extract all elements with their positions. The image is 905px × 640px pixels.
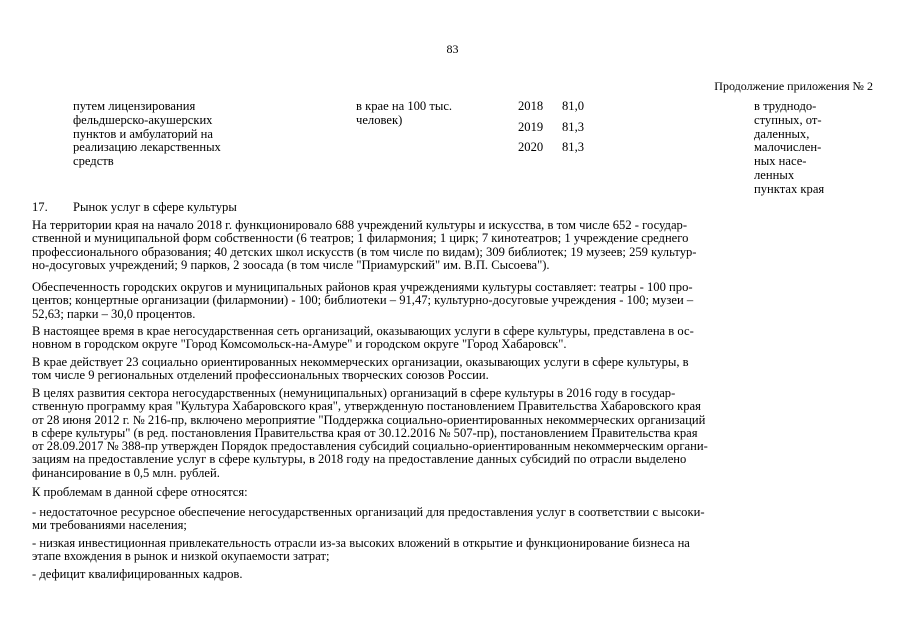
table-value: 81,0 [562,99,585,113]
table-year: 2020 [518,140,544,154]
table-cell-unit: в крае на 100 тыс. человек) [356,99,453,127]
table-year: 2019 [518,120,544,134]
paragraph: В настоящее время в крае негосударственная сеть организаций, оказывающих услуги в сфере культуры, представлена в ос- новном в городском округе "Город Комсомольск-на-Амуре" и городском округе "Город Хабаровск". [32,324,694,352]
table-value: 81,3 [562,120,585,134]
paragraph: К проблемам в данной сфере относятся: [32,485,248,499]
continuation-label: Продолжение приложения № 2 [714,79,873,93]
table-cell-note: в труднодо- ступных, от- даленных, малочислен- ных насе- ленных пунктах края [754,99,825,196]
list-item: - дефицит квалифицированных кадров. [32,567,243,581]
paragraph: В целях развития сектора негосударственных (немуниципальных) организаций в сфере культуры в 2016 году в государ- ственную программу края "Культура Хабаровского края", утвержденную постановлением Правительства Хабаровского края от 28 июня 2012 г. № 216-пр, включено мероприятие "Поддержка социально-ориентированных некоммерческих организаций в сфере культуры" (в ред. постановления Правительства края от 30.12.2016 № 507-пр), постановлением Правительства края от 28.09.2017 № 388-пр утвержден Порядок предоставления субсидий социально-ориентированным некоммерческим органи- зациям на предоставление услуг в сфере культуры, в 2018 году на предоставление данных субсидий по отрасли выделено финансирование в 0,5 млн. рублей. [32,386,708,480]
list-item: - низкая инвестиционная привлекательность отрасли из-за высоких вложений в открытие и функционирование бизнеса на этапе вхождения в рынок и низкой окупаемости затрат; [32,536,690,564]
table-value: 81,3 [562,140,585,154]
paragraph: В крае действует 23 социально ориентированных некоммерческих организации, оказывающих услуги в сфере культуры, в том числе 9 региональных отделений профессиональных творческих союзов России. [32,355,689,383]
table-cell-description: путем лицензирования фельдшерско-акушерских пунктов и амбулаторий на реализацию лекарственных средств [73,99,221,169]
paragraph: На территории края на начало 2018 г. функционировало 688 учреждений культуры и искусства, в том числе 652 - государ- ственной и муниципальной форм собственности (6 театров; 1 филармония; 1 цирк; 7 кинотеатров; 1 учреждение среднего профессионального образования; 40 детских школ искусств (в том числе по видам); 309 библиотек; 19 музеев; 259 культур- но-досуговых учреждений; 9 парков, 2 зоосада (в том числе "Приамурский" им. В.П. Сысоева"). [32,218,697,272]
table-year: 2018 [518,99,544,113]
paragraph: Обеспеченность городских округов и муниципальных районов края учреждениями культуры составляет: театры - 100 про- центов; концертные организации (филармонии) - 100; библиотеки – 91,47; культурно-досуговые учреждения - 100; музеи – 52,63; парки – 30,0 процентов. [32,280,694,321]
list-item: - недостаточное ресурсное обеспечение негосударственных организаций для предоставления услуг в соответствии с высоки- ми требованиями населения; [32,505,705,533]
page-number: 83 [446,42,459,56]
section-heading [32,200,237,215]
section-number: 17. [32,200,48,214]
section-title: Рынок услуг в сфере культуры [73,200,237,214]
